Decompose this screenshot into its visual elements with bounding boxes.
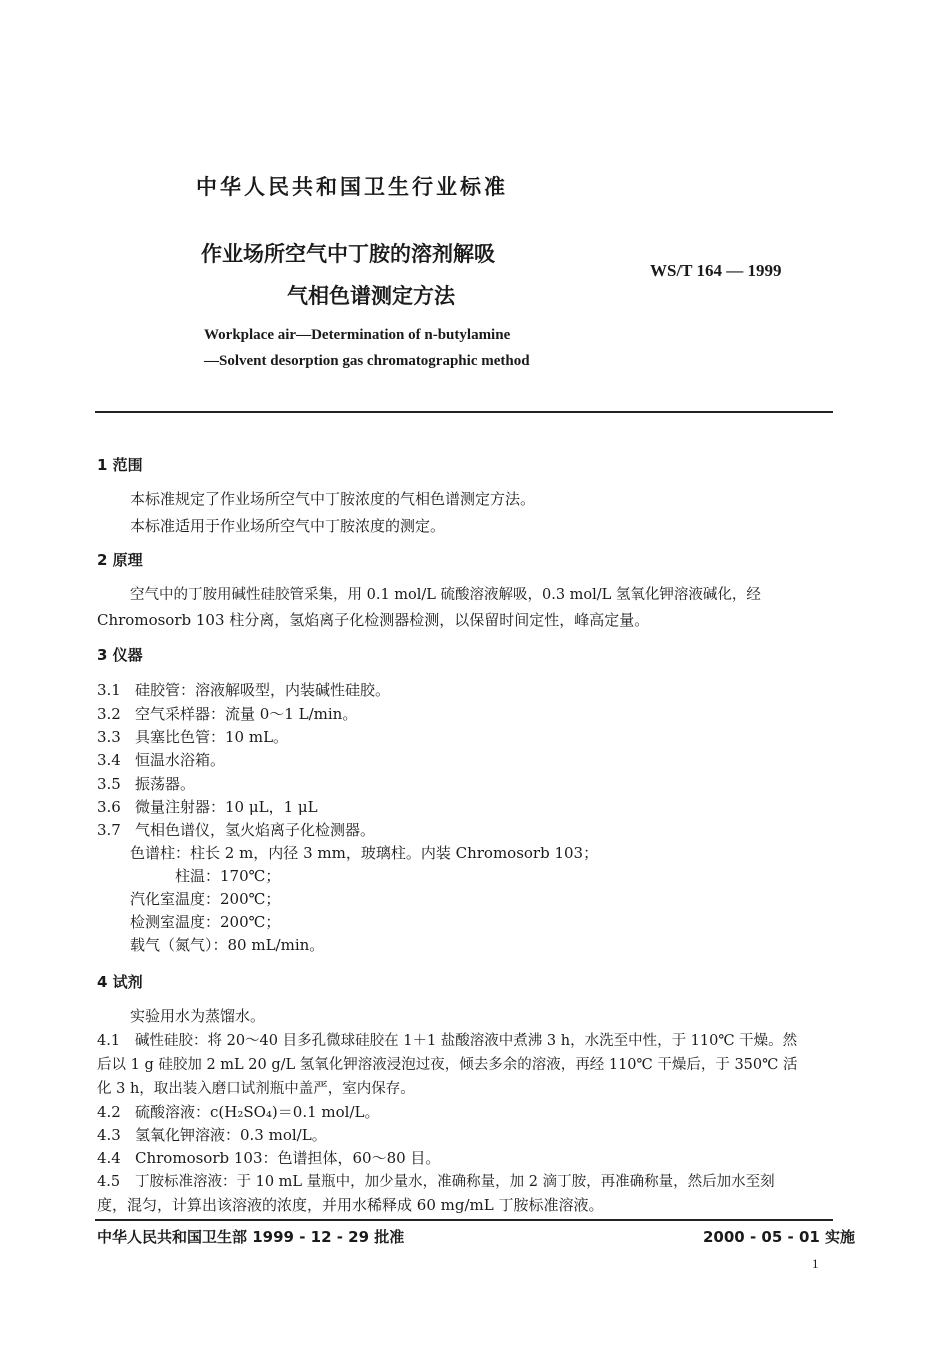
item-text: 气相色谱仪，氢火焰离子化检测器。 [135,821,376,839]
section-2-heading: 2 原理 [97,551,143,569]
item-text: 恒温水浴箱。 [135,751,226,769]
gc-vaporizer-temperature: 汽化室温度：200℃； [130,890,281,908]
item-text: 硅胶管：溶液解吸型，内装碱性硅胶。 [135,681,391,699]
item-number: 3.2 [97,705,121,723]
item-number: 4.1 [97,1033,121,1049]
item-number: 4.3 [97,1126,121,1144]
org-title: 中华人民共和国卫生行业标准 [196,175,508,199]
item-text: 具塞比色管：10 mL。 [135,728,289,746]
item-3-4 [97,749,225,770]
item-text: 微量注射器：10 μL，1 μL [135,798,318,816]
header-divider [95,411,833,413]
section-2-paragraph-line-2: Chromosorb 103 柱分离，氢焰离子化检测器检测，以保留时间定性，峰高定量。 [97,611,650,629]
standard-number: WS/T 164 — 1999 [650,261,782,280]
item-3-1 [97,679,390,700]
title-cn-line-2: 气相色谱测定方法 [287,284,455,308]
section-1-heading: 1 范围 [97,456,143,474]
item-4-1-line-1 [97,1029,797,1050]
item-4-5-line-2: 度，混匀，计算出该溶液的浓度，并用水稀释成 60 mg/mL 丁胺标准溶液。 [97,1196,604,1214]
title-en-line-2: —Solvent desorption gas chromatographic method [204,353,530,369]
item-4-3 [97,1124,327,1145]
gc-detector-temperature: 检测室温度：200℃； [130,913,281,931]
approval-line: 中华人民共和国卫生部 1999 - 12 - 29 批准 [97,1228,405,1246]
item-4-4 [97,1147,440,1168]
title-en-line-1: Workplace air—Determination of n-butylamine [204,327,511,343]
item-3-7 [97,819,375,840]
item-text: 丁胺标准溶液：于 10 mL 量瓶中，加少量水，准确称量，加 2 滴丁胺，再准确称量，然后加水至刻 [135,1174,775,1190]
item-4-5-line-1 [97,1170,775,1191]
item-3-5 [97,773,195,794]
gc-column-spec: 色谱柱：柱长 2 m，内径 3 mm，玻璃柱。内装 Chromosorb 103； [130,844,599,862]
item-number: 3.4 [97,751,121,769]
section-1-paragraph-1: 本标准规定了作业场所空气中丁胺浓度的气相色谱测定方法。 [130,490,536,508]
item-3-3 [97,726,288,747]
section-2-paragraph-line-1: 空气中的丁胺用碱性硅胶管采集，用 0.1 mol/L 硫酸溶液解吸，0.3 mol/L 氢氧化钾溶液碱化，经 [130,587,761,603]
item-number: 3.5 [97,775,121,793]
item-text: 硫酸溶液：c(H₂SO₄)＝0.1 mol/L。 [135,1103,380,1121]
page-number: 1 [812,1256,819,1271]
section-4-intro: 实验用水为蒸馏水。 [130,1007,266,1025]
item-4-1-line-2: 后以 1 g 硅胶加 2 mL 20 g/L 氢氧化钾溶液浸泡过夜，倾去多余的溶液，再经 110℃ 干燥后，于 350℃ 活 [97,1057,798,1073]
item-number: 3.3 [97,728,121,746]
item-number: 4.4 [97,1149,121,1167]
gc-column-temperature: 柱温：170℃； [175,867,281,885]
item-number: 3.7 [97,821,121,839]
item-text: 碱性硅胶：将 20～40 目多孔微球硅胶在 1＋1 盐酸溶液中煮沸 3 h，水洗至中性，于 110℃ 干燥。然 [135,1033,798,1049]
item-3-6 [97,796,318,817]
section-3-heading: 3 仪器 [97,646,143,664]
footer-divider [95,1219,833,1221]
title-cn-line-1: 作业场所空气中丁胺的溶剂解吸 [201,242,495,266]
item-number: 4.5 [97,1174,121,1190]
item-text: Chromosorb 103：色谱担体，60～80 目。 [135,1149,441,1167]
item-text: 氢氧化钾溶液：0.3 mol/L。 [135,1126,327,1144]
item-4-2 [97,1101,379,1122]
gc-carrier-gas: 载气（氮气）：80 mL/min。 [130,936,325,954]
section-1-paragraph-2: 本标准适用于作业场所空气中丁胺浓度的测定。 [130,517,446,535]
item-number: 4.2 [97,1103,121,1121]
item-number: 3.6 [97,798,121,816]
item-4-1-line-3: 化 3 h，取出装入磨口试剂瓶中盖严，室内保存。 [97,1081,415,1097]
section-4-heading: 4 试剂 [97,973,143,991]
item-text: 振荡器。 [135,775,196,793]
effective-date: 2000 - 05 - 01 实施 [703,1228,856,1246]
item-number: 3.1 [97,681,121,699]
item-3-2 [97,703,357,724]
item-text: 空气采样器：流量 0～1 L/min。 [135,705,358,723]
